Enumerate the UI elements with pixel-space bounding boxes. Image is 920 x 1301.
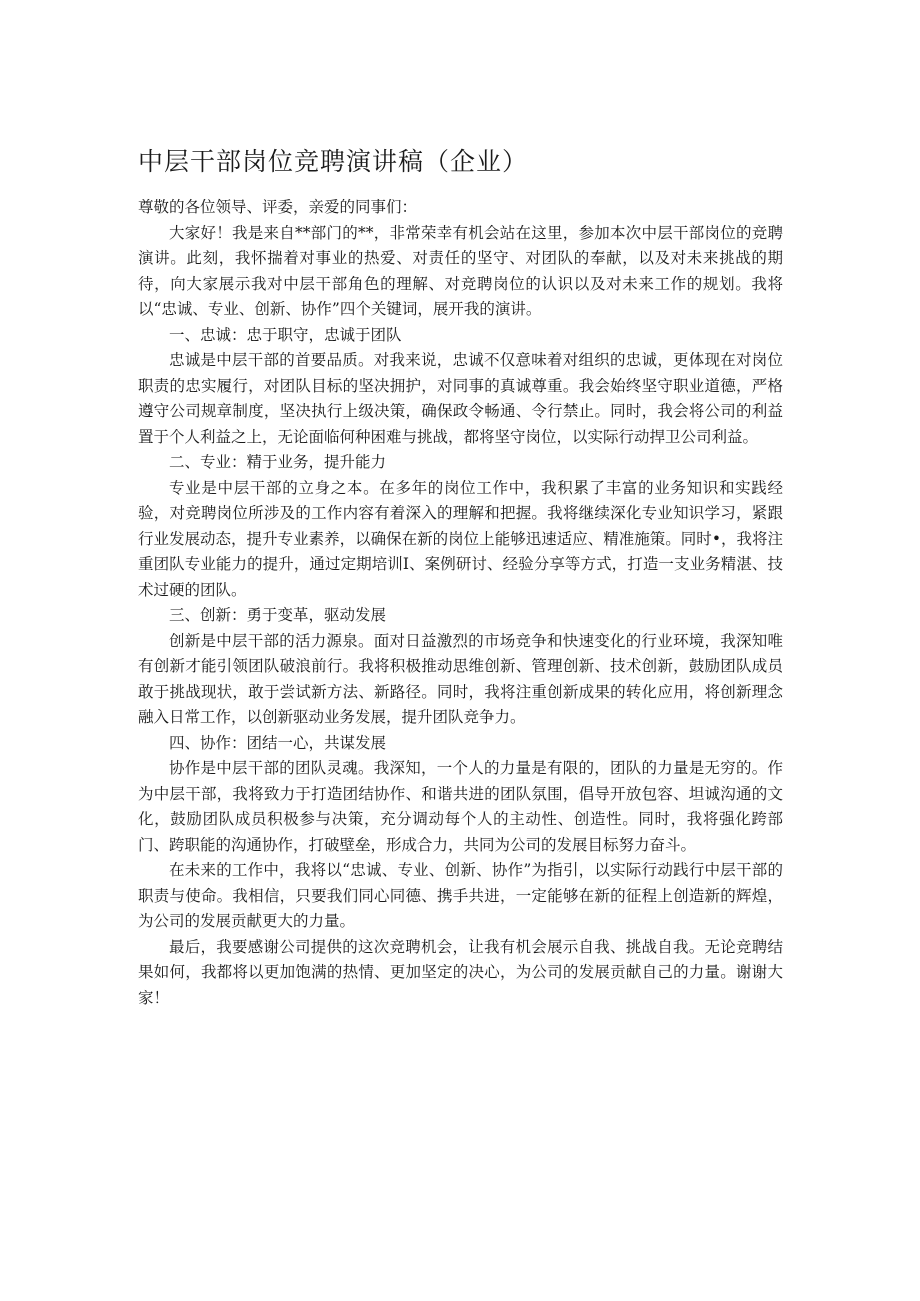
innovation-paragraph: 创新是中层干部的活力源泉。面对日益激烈的市场竞争和快速变化的行业环境，我深知唯有创新才能引领团队破浪前行。我将积极推动思维创新、管理创新、技术创新，鼓励团队成员敢于挑战现状，敢于尝试新方法、新路径。同时，我将注重创新成果的转化应用，将创新理念融入日常工作，以创新驱动业务发展，提升团队竞争力。: [138, 631, 783, 726]
document-body: [138, 195, 783, 1011]
intro-paragraph: 大家好！我是来自**部门的**，非常荣幸有机会站在这里，参加本次中层干部岗位的竞聘演讲。此刻，我怀揣着对事业的热爱、对责任的坚守、对团队的奉献，以及对未来挑战的期待，向大家展示我对中层干部角色的理解、对竞聘岗位的认识以及对未来工作的规划。我将以“忠诚、专业、创新、协作”四个关键词，展开我的演讲。: [138, 223, 783, 318]
collaboration-paragraph: 协作是中层干部的团队灵魂。我深知，一个人的力量是有限的，团队的力量是无穷的。作为中层干部，我将致力于打造团结协作、和谐共进的团队氛围，倡导开放包容、坦诚沟通的文化，鼓励团队成员积极参与决策，充分调动每个人的主动性、创造性。同时，我将强化跨部门、跨职能的沟通协作，打破壁垒，形成合力，共同为公司的发展目标努力奋斗。: [138, 759, 783, 854]
section-heading-collaboration: 四、协作：团结一心，共谋发展: [169, 733, 387, 752]
document-title: 中层干部岗位竞聘演讲稿（企业）: [138, 147, 529, 176]
section-heading-professional: 二、专业：精于业务，提升能力: [169, 453, 387, 471]
section-heading-innovation: 三、创新：勇于变革，驱动发展: [169, 606, 387, 624]
closing-paragraph: 最后，我要感谢公司提供的这次竞聘机会，让我有机会展示自我、挑战自我。无论竞聘结果如何，我都将以更加饱满的热情、更加坚定的决心，为公司的发展贡献自己的力量。谢谢大家！: [138, 937, 783, 1007]
professional-paragraph: 专业是中层干部的立身之本。在多年的岗位工作中，我积累了丰富的业务知识和实践经验，对竞聘岗位所涉及的工作内容有着深入的理解和把握。我将继续深化专业知识学习，紧跟行业发展动态，提升专业素养，以确保在新的岗位上能够迅速适应、精准施策。同时•，我将注重团队专业能力的提升，通过定期培训Ⅰ、案例研讨、经验分享等方式，打造一支业务精湛、技术过硬的团队。: [138, 478, 783, 599]
salutation: 尊敬的各位领导、评委，亲爱的同事们：: [138, 198, 418, 216]
loyalty-paragraph: 忠诚是中层干部的首要品质。对我来说，忠诚不仅意味着对组织的忠诚，更体现在对岗位职责的忠实履行，对团队目标的坚决拥护，对同事的真诚尊重。我会始终坚守职业道德，严格遵守公司规章制度，坚决执行上级决策，确保政令畅通、令行禁止。同时，我会将公司的利益置于个人利益之上，无论面临何种困难与挑战，都将坚守岗位，以实际行动捍卫公司利益。: [138, 351, 783, 446]
future-paragraph: 在未来的工作中，我将以“忠诚、专业、创新、协作”为指引，以实际行动践行中层干部的职责与使命。我相信，只要我们同心同德、携手共进，一定能够在新的征程上创造新的辉煌，为公司的发展贡献更大的力量。: [138, 861, 783, 930]
section-heading-loyalty: 一、忠诚：忠于职守，忠诚于团队: [169, 325, 402, 344]
